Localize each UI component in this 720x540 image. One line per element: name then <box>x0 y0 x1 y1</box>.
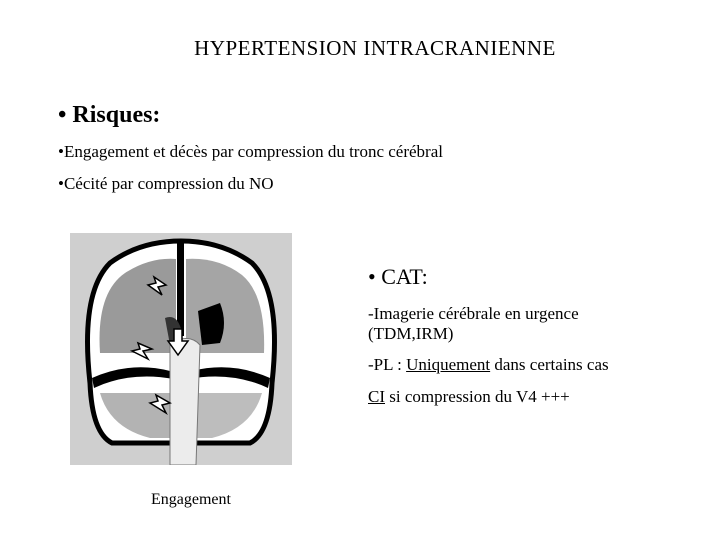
cat-pl-suffix: dans certains cas <box>490 355 609 374</box>
cat-heading: • CAT: <box>368 264 428 289</box>
figure-caption: Engagement <box>151 491 231 508</box>
risk-item-engagement: •Engagement et décès par compression du tronc cérébral <box>58 142 443 161</box>
cat-pl-emphasis: Uniquement <box>406 355 491 374</box>
cat-imagerie: -Imagerie cérébrale en urgence (TDM,IRM) <box>368 304 579 343</box>
risques-heading: • Risques: <box>58 102 161 128</box>
slide-title: HYPERTENSION INTRACRANIENNE <box>194 36 556 60</box>
cat-ci-suffix: si compression du V4 +++ <box>385 387 570 406</box>
cat-pl-prefix: -PL : <box>368 355 407 374</box>
cat-ci-emphasis: CI <box>368 387 385 406</box>
brain-herniation-diagram <box>70 233 292 465</box>
cat-pl <box>368 355 609 375</box>
risk-item-cecite: •Cécité par compression du NO <box>58 174 274 193</box>
cat-ci <box>368 387 570 407</box>
